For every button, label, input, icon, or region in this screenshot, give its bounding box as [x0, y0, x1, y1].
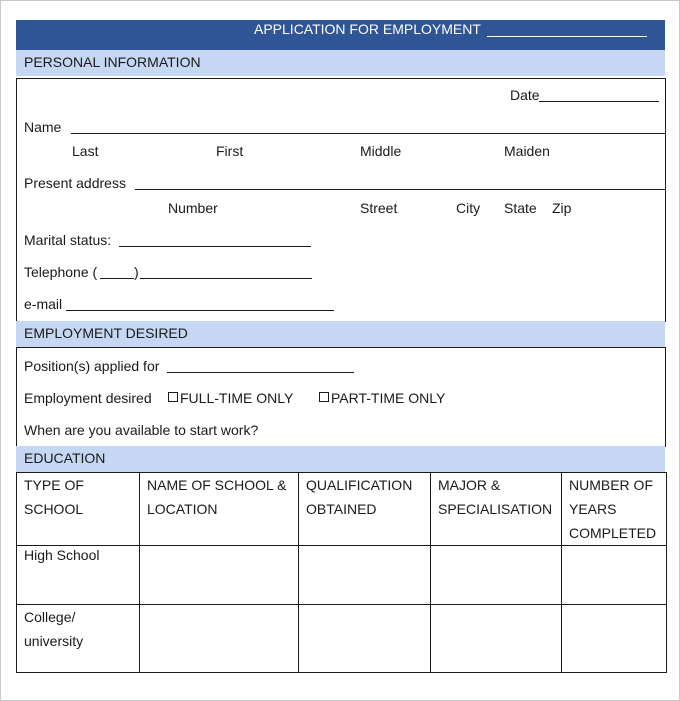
address-part-city: City — [456, 200, 481, 216]
section-employment-desired — [16, 321, 665, 347]
form-title: APPLICATION FOR EMPLOYMENT — [254, 21, 481, 37]
column-header: QUALIFICATION OBTAINED — [299, 473, 431, 546]
address-part-street: Street — [360, 200, 398, 216]
availability-label: When are you available to start work? — [24, 422, 259, 438]
full-time-checkbox[interactable] — [168, 392, 178, 402]
column-header: TYPE OF SCHOOL — [17, 473, 140, 546]
table-row — [17, 605, 667, 673]
column-header: MAJOR & SPECIALISATION — [431, 473, 562, 546]
date-field[interactable] — [539, 101, 659, 102]
name-field[interactable] — [71, 133, 665, 134]
section-education — [16, 446, 665, 472]
table-row — [17, 546, 667, 605]
address-part-state: State — [504, 200, 537, 216]
address-label: Present address — [24, 175, 126, 191]
table-cell[interactable] — [431, 546, 562, 605]
marital-status-label: Marital status: — [24, 232, 112, 248]
part-time-option[interactable] — [319, 390, 445, 406]
name-part-last: Last — [72, 143, 99, 159]
table-cell[interactable] — [140, 546, 299, 605]
name-part-maiden: Maiden — [504, 143, 550, 159]
part-time-checkbox[interactable] — [319, 392, 329, 402]
email-label: e-mail — [24, 296, 63, 312]
date-label: Date — [510, 87, 540, 103]
table-cell[interactable] — [562, 605, 667, 673]
part-time-label: PART-TIME ONLY — [331, 390, 446, 406]
table-cell[interactable] — [140, 605, 299, 673]
address-field[interactable] — [135, 189, 665, 190]
section-heading: EDUCATION — [24, 450, 106, 466]
address-part-number: Number — [168, 200, 218, 216]
column-header: NAME OF SCHOOL & LOCATION — [140, 473, 299, 546]
email-field[interactable] — [66, 310, 334, 311]
telephone-field[interactable] — [140, 278, 312, 279]
telephone-label: Telephone ( — [24, 264, 98, 280]
table-cell[interactable] — [299, 546, 431, 605]
marital-status-field[interactable] — [119, 246, 311, 247]
telephone-area-code-field[interactable] — [100, 278, 134, 279]
title-bar — [16, 20, 665, 50]
education-table — [16, 472, 667, 673]
name-part-middle: Middle — [360, 143, 402, 159]
row-label: College/ university — [17, 605, 140, 673]
table-cell[interactable] — [562, 546, 667, 605]
table-cell[interactable] — [431, 605, 562, 673]
full-time-option[interactable] — [168, 390, 293, 406]
table-cell[interactable] — [299, 605, 431, 673]
section-heading: EMPLOYMENT DESIRED — [24, 325, 188, 341]
section-personal-information — [16, 50, 665, 76]
name-label: Name — [24, 119, 62, 135]
telephone-paren-close: ) — [134, 264, 139, 280]
name-part-first: First — [216, 143, 244, 159]
table-header-row — [17, 473, 667, 546]
column-header: NUMBER OF YEARS COMPLETED — [562, 473, 667, 546]
section-heading: PERSONAL INFORMATION — [24, 54, 201, 70]
title-underline[interactable] — [487, 36, 647, 37]
row-label: High School — [17, 546, 140, 605]
employment-desired-label: Employment desired — [24, 390, 152, 406]
address-part-zip: Zip — [552, 200, 572, 216]
positions-field[interactable] — [167, 372, 354, 373]
positions-label: Position(s) applied for — [24, 358, 160, 374]
full-time-label: FULL-TIME ONLY — [180, 390, 294, 406]
